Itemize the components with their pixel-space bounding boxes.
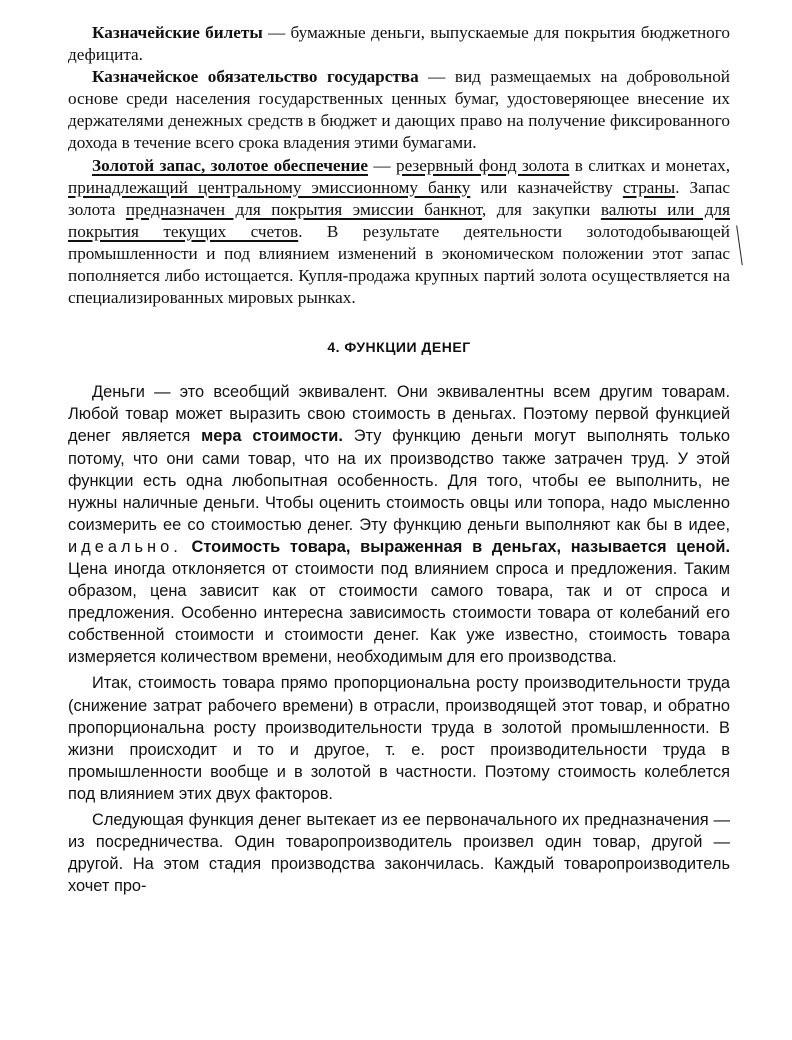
paragraph-treasury-obligation xyxy=(68,66,730,154)
paragraph-productivity: Итак, стоимость товара прямо пропорциональна росту производительности труда (снижение затрат рабочего времени) в отрасли, производящей этот товар, и обратно пропорциональна росту производительности труда в золотой промышленности. В жизни происходит и то и другое, т. е. рост производительности труда в промышленности вообще и в золотой в частности. Поэтому стоимость колеблется под влиянием этих двух факторов. xyxy=(68,674,730,803)
text-fragment: , для закупки xyxy=(481,199,601,219)
text-fragment: в слитках и монетах, xyxy=(569,155,731,175)
spaced-ideally: идеально. xyxy=(68,537,182,556)
definition-treasury-bills: — бумажные деньги, выпускаемые для покрытия бюджетного дефицита. xyxy=(68,23,730,65)
bold-measure-of-value: мера стоимости. xyxy=(201,427,343,446)
paragraph-next-function: Следующая функция денег вытекает из ее первоначального их предназначения — из посредничества. Один товаропроизводитель произвел один товар, другой — другой. На этом стадия производства закончилась. Каждый товаропроизводитель хочет про- xyxy=(68,811,730,896)
glossary-section xyxy=(68,22,730,309)
definition-treasury-obligation: — вид размещаемых на добровольной основе среди населения государственных ценных бумаг, удостоверяющее внесение их держателями денежных средств в бюджет и дающих право на получение фиксированного дохода в течение всего срока владения этими бумагами. xyxy=(68,67,730,153)
section-heading: 4. ФУНКЦИИ ДЕНЕГ xyxy=(327,339,471,356)
text-fragment: . В результате деятельности золотодобывающей промышленности и под влиянием изменений в экономическом положении этот запас пополняется либо истощается. Купля-продажа крупных партий золота осуществляется на специализированных мировых рынках. xyxy=(68,221,730,308)
term-treasury-bills: Казначейские билеты xyxy=(92,23,263,42)
underlined-fragment: страны xyxy=(622,177,676,197)
paragraph-measure-of-value xyxy=(68,381,730,668)
text-fragment: Эту функцию деньги могут выполнять только потому, что они сами товар, что на их производство также затрачен труд. У этой функции есть одна любопытная особенность. Для того, чтобы ее выполнить, не нужны наличные деньги. Чтобы оценить стоимость овцы или топора, надо мысленно соизмерить ее со стоимостью денег. Эту функцию деньги выполняют как бы в идее, xyxy=(68,427,731,534)
text-fragment xyxy=(182,538,192,556)
bold-price-definition: Стоимость товара, выраженная в деньгах, называется ценой. xyxy=(191,537,730,556)
term-treasury-obligation: Казначейское обязательство государства xyxy=(92,67,419,87)
document-page xyxy=(68,22,730,897)
text-fragment: Деньги — это всеобщий эквивалент. Они эквивалентны всем другим товарам. Любой товар может выразить свою стоимость в деньгах. Поэтому первой функцией денег является xyxy=(68,383,730,446)
underlined-fragment: резервный фонд золота xyxy=(395,155,570,175)
text-fragment: Цена иногда отклоняется от стоимости под влиянием спроса и предложения. Таким образом, цена зависит как от стоимости самого товара, так и от спроса и предложения. Особенно интересна зависимость стоимости товара от колебаний его собственной стоимости и стоимости денег. Как уже известно, стоимость товара измеряется количеством времени, необходимым для его производства. xyxy=(68,559,730,667)
functions-of-money-section xyxy=(68,381,730,897)
underlined-fragment: принадлежащий центральному эмиссионному банку xyxy=(68,177,471,197)
paragraph-gold-reserve xyxy=(68,155,730,310)
underlined-fragment: валюты или для покрытия текущих счетов xyxy=(68,199,731,241)
text-fragment: . Запас золота xyxy=(68,177,731,219)
underlined-fragment: предназначен для покрытия эмиссии банкнот xyxy=(125,199,482,219)
text-fragment: или казначейству xyxy=(470,177,623,197)
paragraph-treasury-bills xyxy=(68,22,730,66)
text-fragment: — xyxy=(367,155,396,175)
term-gold-reserve: Золотой запас, золотое обеспечение xyxy=(92,155,368,175)
